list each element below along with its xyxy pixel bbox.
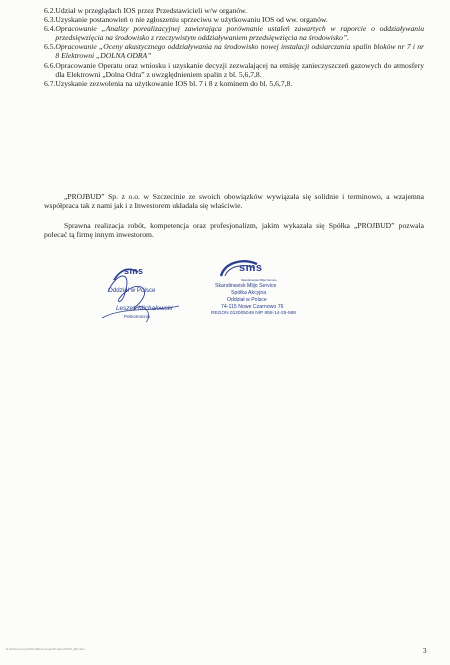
task-list [44, 6, 424, 88]
stamp-left-line1: Oddział w Polsce [108, 287, 156, 294]
sms-logo: sms [124, 266, 144, 276]
signature-graphic [94, 262, 209, 342]
stamp-left [94, 262, 209, 342]
paragraph-cooperation: „PROJBUD” Sp. z o.o. w Szczecinie ze swoich obowiązków wywiązała się solidnie i terminowo, a wzajemna współpraca tak z nami jak i z Inwestorem układała się właściwie. [44, 191, 424, 211]
file-path-footer: E:\Dokumenty\2014\ReferencjeProjbud\IOS_DO.doc [6, 647, 86, 651]
stamp-right-line0: Skandinavisk Miljø Service [241, 278, 277, 282]
list-item: 6.6. Opracowanie Operatu oraz wniosku i uzyskanie decyzji zezwalającej na emisję zanieczyszczeń gazowych do atmosfery dla Elektrowni „Dolna Odra” z uwzględnieniem spalin z bl. 5,6,7,8. [44, 60, 424, 79]
list-item: 6.2. Udział w przeglądach IOS przez Przedstawicieli w/w organów. [44, 6, 248, 15]
list-item: 6.7. Uzyskanie zezwolenia na użytkowanie IOS bl. 7 i 8 z kominem do bl. 5,6,7,8. [44, 78, 293, 88]
paragraph-recommendation: Sprawna realizacja robót, kompetencja oraz profesjonalizm, jakim wykazała się Spółka „PROJBUD” pozwala polecać tą firmę innym inwestorom. [44, 220, 424, 240]
stamp-left-role: Pełnomocnik [124, 314, 151, 319]
list-item: 6.4. Opracowanie „Analizy porealizacyjnej zawierająca porównanie ustaleń zawartych w raporcie o oddziaływaniu przedsięwzięcia na środowisko z rzeczywistym oddziaływaniem przedsięwzięcia na środowisko”. [44, 24, 424, 43]
stamp-right-ids: REGON 012005049 NIP 858-14-25-588 [211, 311, 296, 316]
list-item: 6.5. Opracowanie „Oceny akustycznego oddziaływania na środowisko nowej instalacji odsiarczania spalin bloków nr 7 i nr 8 Elektrowni „DOLNA ODRA” [44, 42, 424, 61]
sms-logo: sms [239, 262, 263, 274]
list-item: 6.3. Uzyskanie postanowień o nie zgłoszeniu sprzeciwu w użytkowaniu IOS od ww. organów. [44, 15, 328, 25]
stamp-right [205, 258, 325, 348]
page-number: 3 [423, 647, 427, 655]
stamp-right-branch: Oddział w Polsce [227, 297, 267, 303]
stamp-right-company: Skandinavisk Miljo Service [215, 283, 277, 289]
stamp-right-address: 74-115 Nowe Czarnowo 76 [221, 304, 284, 310]
stamp-left-signatory: Leszek Michałowski [116, 305, 173, 312]
stamp-right-legal-form: Spółka Akcyjna [231, 290, 267, 296]
